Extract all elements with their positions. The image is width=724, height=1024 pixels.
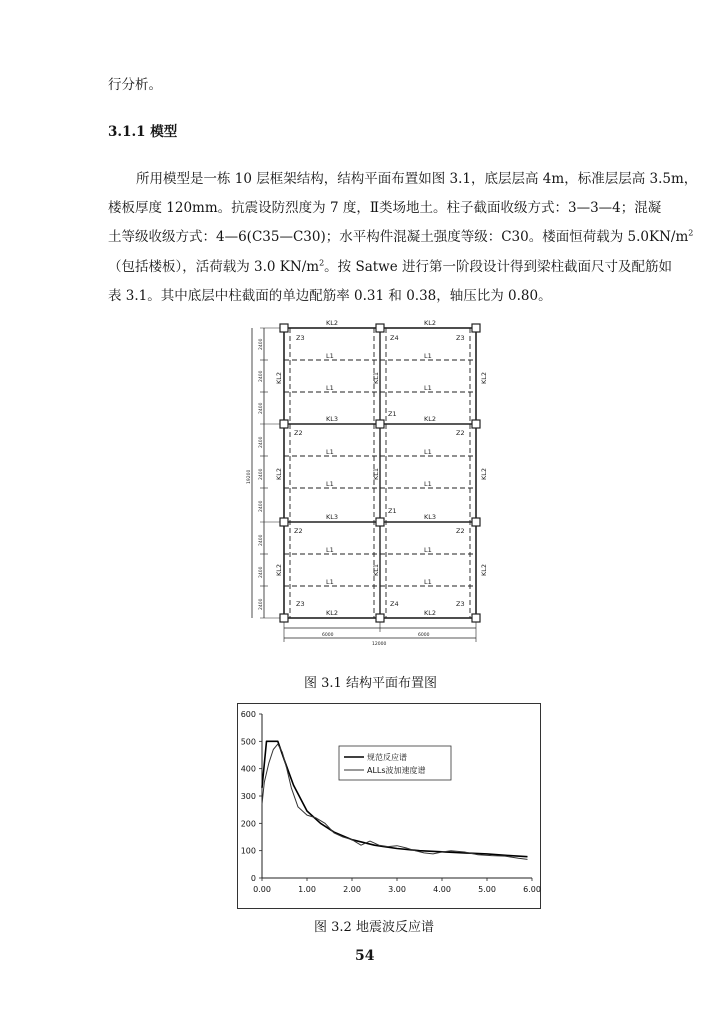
label-kl2-right-b: KL2 — [480, 467, 488, 480]
x-tick-label: 2.00 — [343, 885, 361, 894]
label-l1-7: L1 — [326, 480, 334, 488]
column-z1-upper — [376, 420, 384, 428]
label-kl1-mid-c: KL1 — [372, 563, 380, 576]
dim-bay-right: 6000 — [418, 633, 430, 638]
y-tick-label: 500 — [240, 737, 256, 747]
column-z3-top-right — [472, 324, 480, 332]
label-l1-4: L1 — [424, 384, 432, 392]
column-z2-left — [280, 420, 288, 428]
label-kl3-upper-left: KL3 — [326, 415, 339, 423]
label-z3-b: Z3 — [456, 334, 465, 342]
dim-side-8: 2400 — [259, 566, 264, 578]
label-kl2-bottom-left: KL2 — [326, 609, 339, 617]
label-kl3-lower-right: KL3 — [424, 513, 437, 521]
label-z4-a: Z4 — [390, 334, 399, 342]
section-heading: 3.1.1 模型 — [108, 124, 178, 140]
label-l1-9: L1 — [326, 546, 334, 554]
column-z1-lower — [376, 518, 384, 526]
dim-side-1: 2400 — [259, 338, 264, 350]
x-tick-label: 4.00 — [433, 885, 451, 894]
figure-3-2-caption: 图 3.2 地震波反应谱 — [314, 920, 434, 935]
label-z3-d: Z3 — [456, 600, 465, 608]
page-number: 54 — [355, 948, 375, 964]
paragraph-line-4: （包括楼板），活荷载为 3.0 $KN/m^2$。按 Satwe 进行第一阶段设计得到梁柱截面尺寸及配筋如 — [108, 258, 673, 275]
dim-total: 12000 — [372, 642, 387, 646]
dim-side-4: 2400 — [259, 436, 264, 448]
label-z3-c: Z3 — [296, 600, 305, 608]
y-tick-label: 0 — [250, 874, 256, 883]
dim-side-2: 2400 — [259, 370, 264, 382]
paragraph-line-3: 土等级收级方式：4—6(C35—C30)；水平构件混凝土强度等级：C30。楼面恒荷载为 $5.0KN/m^2$ — [108, 228, 694, 245]
label-l1-3: L1 — [326, 384, 334, 392]
label-kl2-left-b: KL2 — [275, 467, 283, 480]
paragraph-line-1: 所用模型是一栋 10 层框架结构，结构平面布置如图 3.1，底层层高 4m，标准层层高 3.5m， — [136, 171, 698, 187]
y-tick-label: 600 — [240, 710, 256, 719]
legend-label-wave: ALLs波加速度谱 — [367, 766, 426, 775]
structural-plan-figure — [238, 316, 498, 646]
label-z1-lower: Z1 — [388, 507, 397, 515]
label-l1-12: L1 — [424, 578, 432, 586]
label-l1-6: L1 — [424, 448, 432, 456]
dim-total-vertical: 19200 — [247, 469, 252, 484]
label-l1-8: L1 — [424, 480, 432, 488]
label-kl2-left-a: KL2 — [275, 371, 283, 384]
label-l1-11: L1 — [326, 578, 334, 586]
label-kl2-top-right: KL2 — [424, 319, 437, 327]
label-l1-2: L1 — [424, 352, 432, 360]
label-z3-a: Z3 — [296, 334, 305, 342]
paragraph-line-2: 楼板厚度 120mm。抗震设防烈度为 7 度，Ⅱ类场地土。柱子截面收级方式：3—3—4；混凝 — [108, 200, 662, 216]
column-z2-right — [472, 420, 480, 428]
label-z2-c: Z2 — [294, 527, 303, 535]
label-kl2-left-c: KL2 — [275, 563, 283, 576]
label-z2-d: Z2 — [456, 527, 465, 535]
y-tick-label: 100 — [240, 846, 256, 856]
x-tick-label: 5.00 — [478, 885, 496, 894]
label-kl2-mid-right: KL2 — [424, 415, 437, 423]
figure-3-1-caption: 图 3.1 结构平面布置图 — [304, 676, 437, 691]
x-tick-label: 3.00 — [388, 885, 406, 894]
dim-side-7: 2400 — [259, 534, 264, 546]
legend-label-code: 规范反应谱 — [367, 753, 407, 762]
paragraph-line-5: 表 3.1。其中底层中柱截面的单边配筋率 0.31 和 0.38，轴压比为 0.80。 — [108, 288, 552, 304]
label-kl2-bottom-right: KL2 — [424, 609, 437, 617]
label-z4-b: Z4 — [390, 600, 399, 608]
label-kl1-mid-b: KL1 — [372, 467, 380, 480]
dim-side-3: 2400 — [259, 402, 264, 414]
spectrum-chart — [232, 706, 542, 906]
column-z3-top-left — [280, 324, 288, 332]
dim-bay-left: 6000 — [322, 633, 334, 638]
label-z2-a: Z2 — [294, 429, 303, 437]
y-tick-label: 200 — [240, 819, 256, 829]
dim-side-6: 2400 — [259, 500, 264, 512]
label-z2-b: Z2 — [456, 429, 465, 437]
label-kl3-lower-left: KL3 — [326, 513, 339, 521]
label-kl1-mid-a: KL1 — [372, 371, 380, 384]
column-z2-right-lower — [472, 518, 480, 526]
y-tick-label: 400 — [240, 764, 256, 774]
column-z3-bottom-left — [280, 614, 288, 622]
column-z4-bottom — [376, 614, 384, 622]
label-l1-10: L1 — [424, 546, 432, 554]
y-tick-label: 300 — [240, 792, 256, 801]
x-tick-label: 0.00 — [253, 885, 271, 894]
label-kl2-right-c: KL2 — [480, 563, 488, 576]
label-l1-5: L1 — [326, 448, 334, 456]
dim-side-5: 2400 — [259, 468, 264, 480]
column-z2-left-lower — [280, 518, 288, 526]
text-line-1: 行分析。 — [108, 77, 162, 93]
x-tick-label: 1.00 — [298, 885, 316, 894]
column-z4-top — [376, 324, 384, 332]
label-kl2-top-left: KL2 — [326, 319, 339, 327]
label-kl2-right-a: KL2 — [480, 371, 488, 384]
column-z3-bottom-right — [472, 614, 480, 622]
label-z1-upper: Z1 — [388, 410, 397, 418]
label-l1-1: L1 — [326, 352, 334, 360]
dim-side-9: 2400 — [259, 598, 264, 610]
x-tick-label: 6.00 — [523, 885, 541, 894]
